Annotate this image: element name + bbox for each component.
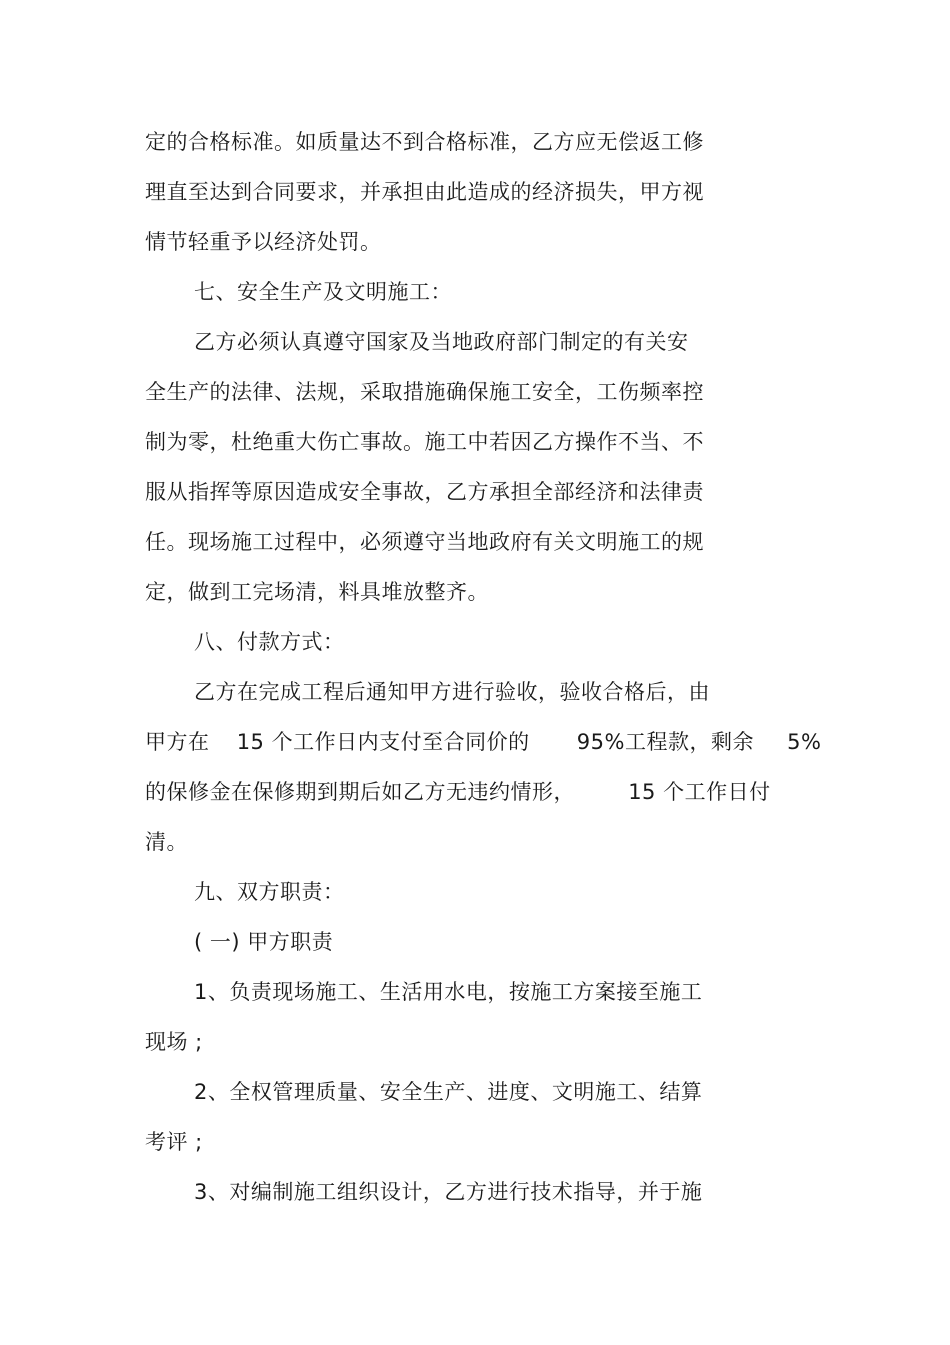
paragraph-line: 制为零，杜绝重大伤亡事故。施工中若因乙方操作不当、不	[145, 430, 704, 454]
section-heading-payment: 八、付款方式：	[194, 630, 345, 654]
paragraph-line: 理直至达到合同要求，并承担由此造成的经济损失，甲方视	[145, 180, 704, 204]
paragraph-line: 服从指挥等原因造成安全事故，乙方承担全部经济和法律责	[145, 480, 704, 504]
paragraph-line: 情节轻重予以经济处罚。	[145, 230, 382, 254]
paragraph-line: 乙方必须认真遵守国家及当地政府部门制定的有关安	[194, 330, 689, 354]
section-heading-safety: 七、安全生产及文明施工：	[194, 280, 452, 304]
list-item-continuation: 现场 ;	[145, 1030, 203, 1054]
paragraph-line: 清。	[145, 830, 188, 854]
payment-seg-1: 甲方在	[145, 730, 210, 754]
subsection-heading-party-a: ( 一) 甲方职责	[194, 930, 334, 954]
payment-seg-6: 15 个工作日付	[628, 780, 771, 804]
list-item: 3、对编制施工组织设计，乙方进行技术指导，并于施	[194, 1180, 703, 1204]
list-item-continuation: 考评 ;	[145, 1130, 203, 1154]
payment-line-2	[145, 778, 771, 806]
payment-seg-5: 的保修金在保修期到期后如乙方无违约情形，	[145, 780, 575, 804]
paragraph-line: 定，做到工完场清，料具堆放整齐。	[145, 580, 489, 604]
list-item: 2、全权管理质量、安全生产、进度、文明施工、结算	[194, 1080, 703, 1104]
paragraph-line: 任。现场施工过程中，必须遵守当地政府有关文明施工的规	[145, 530, 704, 554]
payment-seg-2: 15 个工作日内支付至合同价的	[236, 730, 530, 754]
payment-seg-3: 95%工程款，剩余	[576, 730, 754, 754]
payment-seg-4: 5%	[787, 730, 822, 754]
section-heading-duties: 九、双方职责：	[194, 880, 345, 904]
payment-line	[145, 728, 821, 756]
paragraph-line: 定的合格标准。如质量达不到合格标准，乙方应无偿返工修	[145, 130, 704, 154]
paragraph-line: 全生产的法律、法规，采取措施确保施工安全，工伤频率控	[145, 380, 704, 404]
paragraph-line: 乙方在完成工程后通知甲方进行验收，验收合格后，由	[194, 680, 710, 704]
list-item: 1、负责现场施工、生活用水电，按施工方案接至施工	[194, 980, 703, 1004]
